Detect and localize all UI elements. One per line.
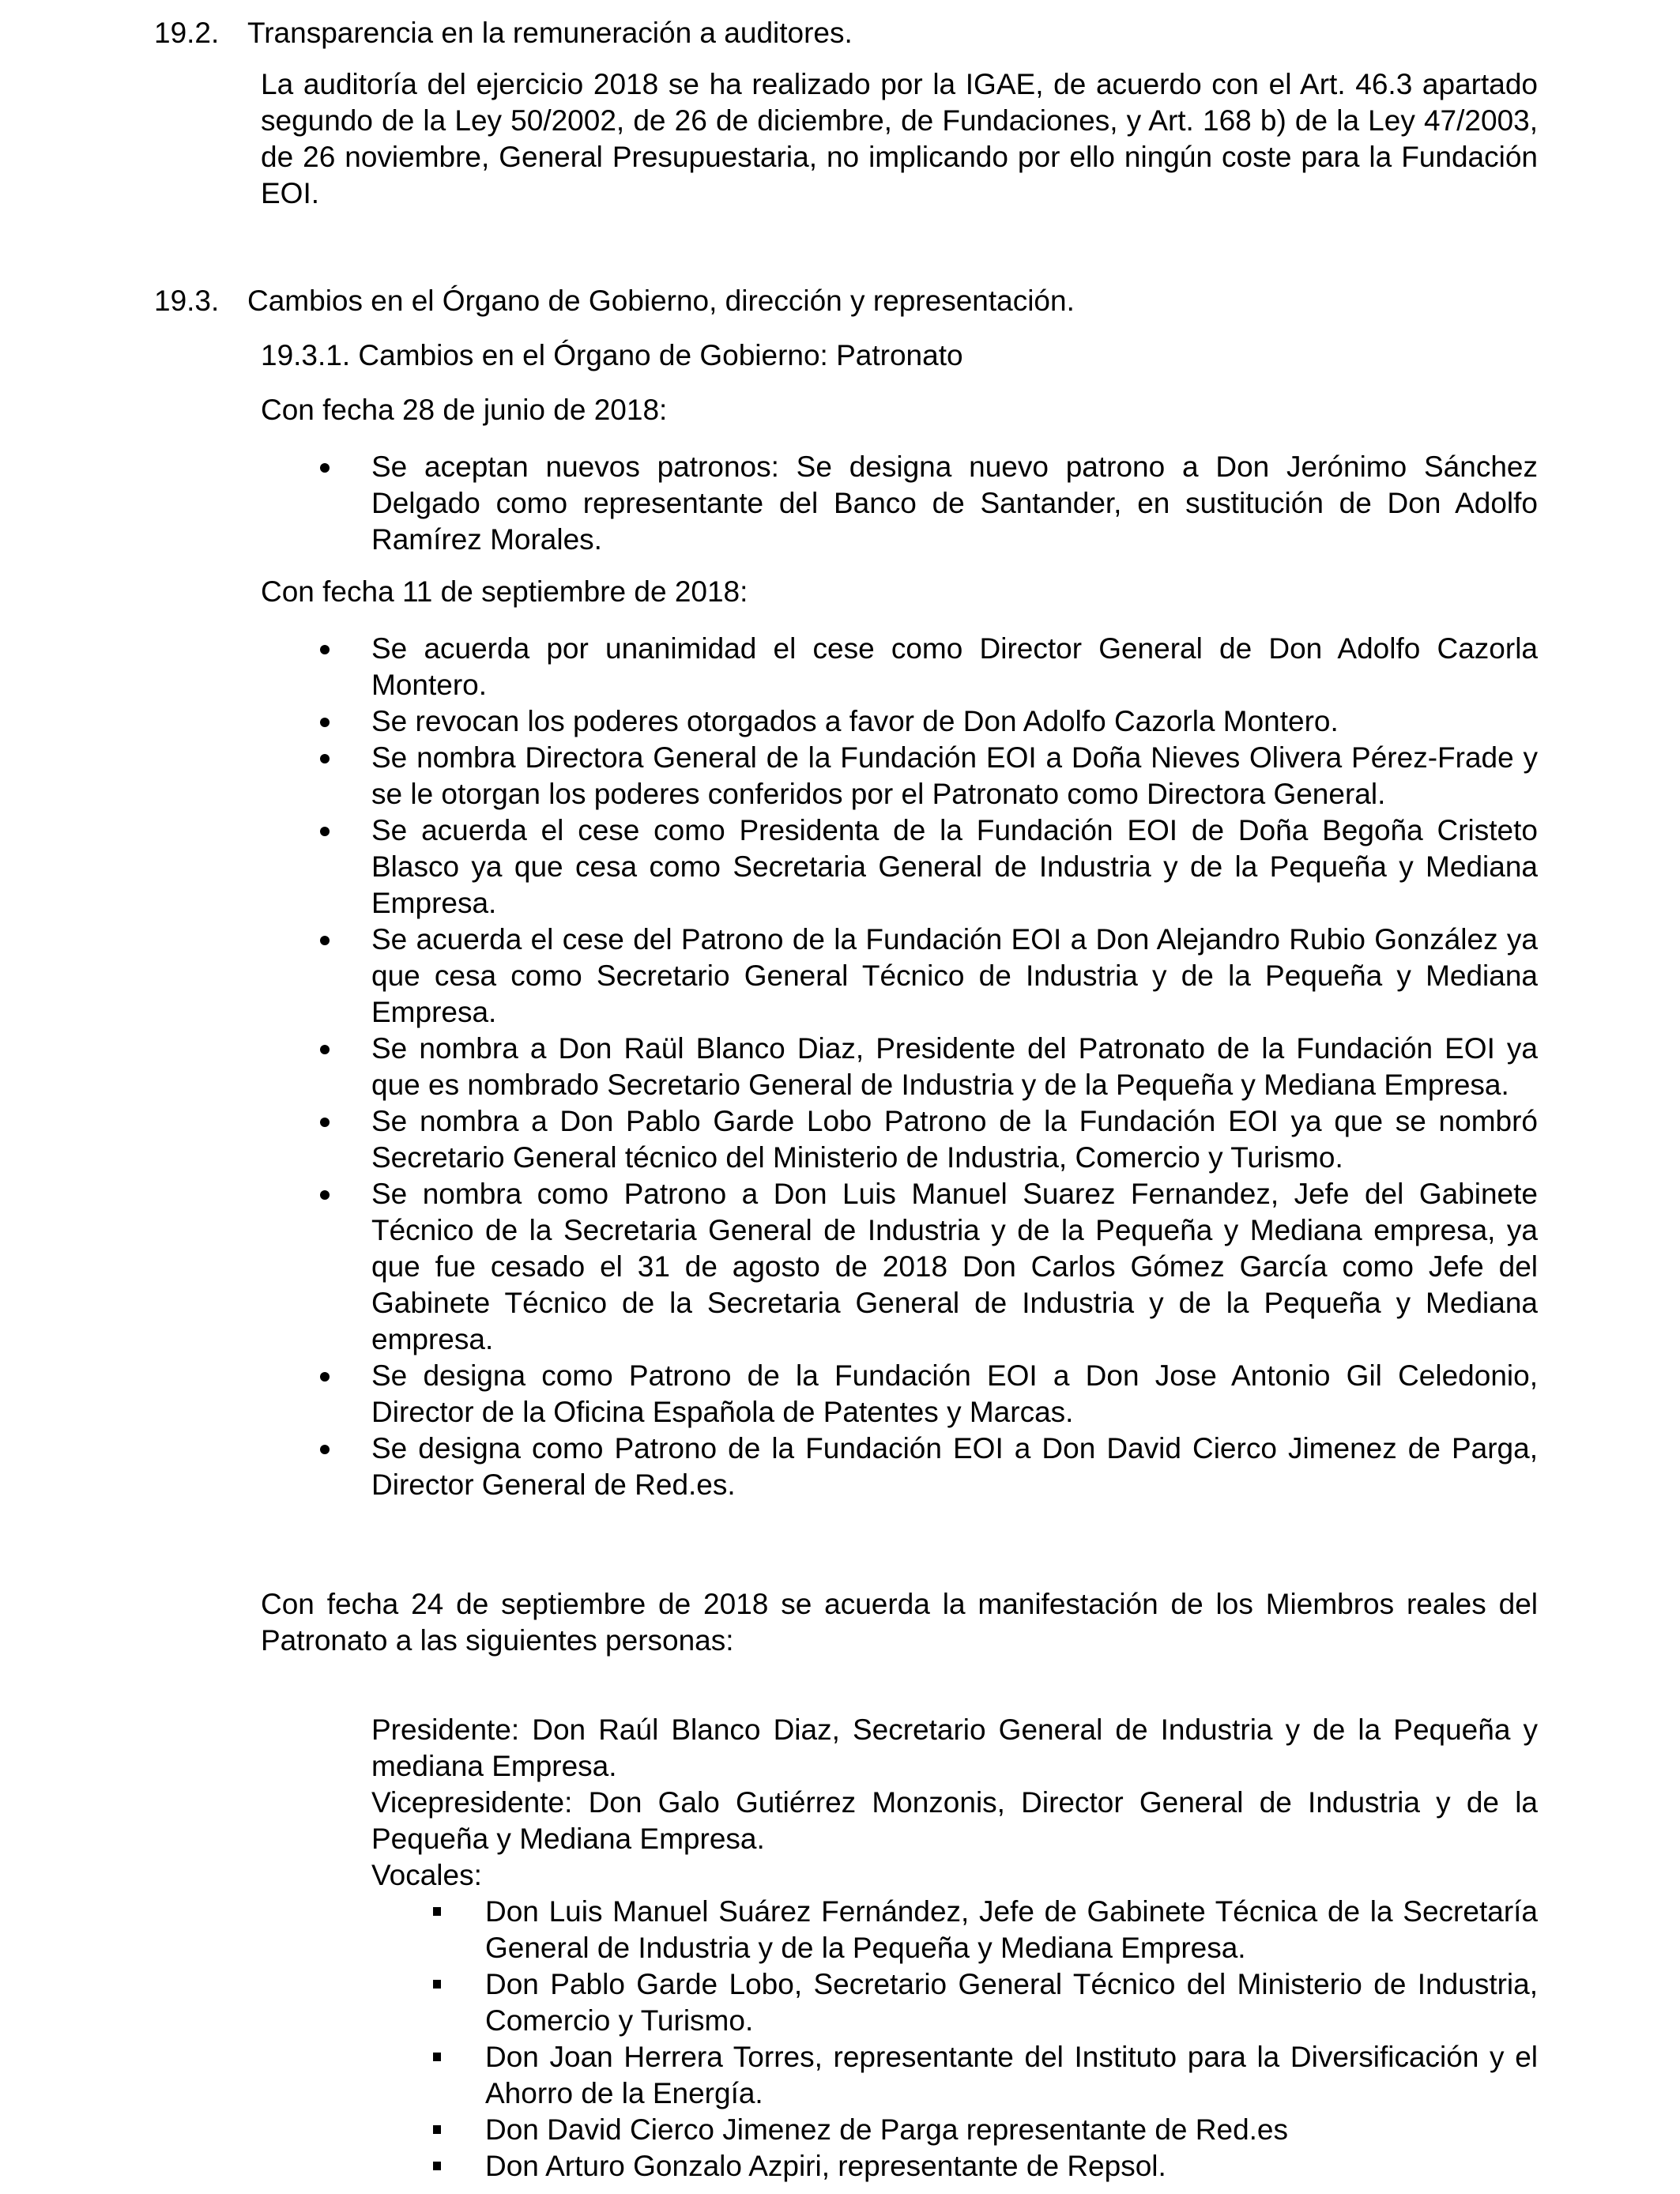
list-item: Se nombra como Patrono a Don Luis Manuel Suarez Fernandez, Jefe del Gabinete Técnico de la Secretaria General de Industria y de la Pequeña y Mediana empresa, ya que fue cesado el 31 de agosto de 2018 Don Carlos Gómez García como Jefe del Gabinete Técnico de la Secretaria General de Industria y de la Pequeña y Mediana empresa.	[261, 1176, 1538, 1358]
vocales-label: Vocales:	[371, 1859, 482, 1891]
patronato-roster	[371, 1712, 1538, 2185]
list-item: Se nombra Directora General de la Fundación EOI a Doña Nieves Olivera Pérez-Frade y se le otorgan los poderes conferidos por el Patronato como Directora General.	[261, 740, 1538, 812]
list-item: Se acuerda el cese como Presidenta de la Fundación EOI de Doña Begoña Cristeto Blasco ya que cesa como Secretaria General de Industria y de la Pequeña y Mediana Empresa.	[261, 812, 1538, 922]
list-item: Don Pablo Garde Lobo, Secretario General Técnico del Ministerio de Industria, Comercio y Turismo.	[371, 1966, 1538, 2039]
bullet-icon	[320, 1372, 330, 1382]
list-item: Se nombra a Don Raül Blanco Diaz, Presidente del Patronato de la Fundación EOI ya que es nombrado Secretario General de Industria y de la Pequeña y Mediana Empresa.	[261, 1031, 1538, 1103]
subsection-19-3-1-heading: 19.3.1. Cambios en el Órgano de Gobierno: Patronato	[261, 339, 963, 371]
square-bullet-icon	[433, 2053, 441, 2061]
section-number: 19.3.	[154, 285, 220, 317]
bullet-icon	[320, 936, 330, 945]
bullet-icon	[320, 1045, 330, 1054]
bullet-icon	[320, 1445, 330, 1454]
bullet-icon	[320, 718, 330, 727]
section-number: 19.2.	[154, 17, 220, 49]
list-item: Se designa como Patrono de la Fundación EOI a Don David Cierco Jimenez de Parga, Director General de Red.es.	[261, 1431, 1538, 1503]
list-item: Don Luis Manuel Suárez Fernández, Jefe de Gabinete Técnica de la Secretaría General de Industria y de la Pequeña y Mediana Empresa.	[371, 1894, 1538, 1966]
list-item: Se acuerda por unanimidad el cese como Director General de Don Adolfo Cazorla Montero.	[261, 631, 1538, 703]
square-bullet-icon	[433, 2162, 441, 2170]
list-item: Se revocan los poderes otorgados a favor de Don Adolfo Cazorla Montero.	[261, 703, 1538, 740]
date-june-line: Con fecha 28 de junio de 2018:	[261, 394, 668, 426]
section-19-3-heading	[154, 283, 1545, 319]
bullet-icon	[320, 827, 330, 836]
date-september-24-paragraph: Con fecha 24 de septiembre de 2018 se acuerda la manifestación de los Miembros reales del Patronato a las siguientes personas:	[261, 1588, 1538, 1657]
september-bullet-list	[261, 631, 1538, 1503]
list-item: Se aceptan nuevos patronos: Se designa nuevo patrono a Don Jerónimo Sánchez Delgado como representante del Banco de Santander, en sustitución de Don Adolfo Ramírez Morales.	[261, 449, 1538, 558]
section-19-2-body: La auditoría del ejercicio 2018 se ha realizado por la IGAE, de acuerdo con el Art. 46.3 apartado segundo de la Ley 50/2002, de 26 de diciembre, de Fundaciones, y Art. 168 b) de la Ley 47/2003, de 26 noviembre, General Presupuestaria, no implicando por ello ningún coste para la Fundación EOI.	[261, 68, 1538, 209]
list-item: Don David Cierco Jimenez de Parga representante de Red.es	[371, 2112, 1538, 2148]
bullet-icon	[320, 1118, 330, 1127]
section-19-2-heading	[154, 15, 1545, 51]
square-bullet-icon	[433, 1980, 441, 1989]
bullet-icon	[320, 754, 330, 763]
list-item: Se nombra a Don Pablo Garde Lobo Patrono de la Fundación EOI ya que se nombró Secretario General técnico del Ministerio de Industria, Comercio y Turismo.	[261, 1103, 1538, 1176]
vocales-list	[371, 1894, 1538, 2185]
square-bullet-icon	[433, 2125, 441, 2134]
section-title: Cambios en el Órgano de Gobierno, dirección y representación.	[247, 285, 1075, 317]
square-bullet-icon	[433, 1907, 441, 1916]
list-item: Don Arturo Gonzalo Azpiri, representante de Repsol.	[371, 2148, 1538, 2185]
bullet-icon	[320, 1190, 330, 1200]
section-title: Transparencia en la remuneración a auditores.	[247, 17, 853, 49]
date-september-line: Con fecha 11 de septiembre de 2018:	[261, 575, 748, 608]
list-item: Se designa como Patrono de la Fundación EOI a Don Jose Antonio Gil Celedonio, Director de la Oficina Española de Patentes y Marcas.	[261, 1358, 1538, 1431]
list-item: Se acuerda el cese del Patrono de la Fundación EOI a Don Alejandro Rubio González ya que cesa como Secretario General Técnico de Industria y de la Pequeña y Mediana Empresa.	[261, 922, 1538, 1031]
june-bullet-list	[261, 449, 1538, 558]
vice-president-entry: Vicepresidente: Don Galo Gutiérrez Monzonis, Director General de Industria y de la Pequeña y Mediana Empresa.	[371, 1786, 1538, 1855]
president-entry: Presidente: Don Raúl Blanco Diaz, Secretario General de Industria y de la Pequeña y mediana Empresa.	[371, 1713, 1538, 1782]
list-item: Don Joan Herrera Torres, representante del Instituto para la Diversificación y el Ahorro de la Energía.	[371, 2039, 1538, 2112]
bullet-icon	[320, 463, 330, 473]
bullet-icon	[320, 645, 330, 654]
